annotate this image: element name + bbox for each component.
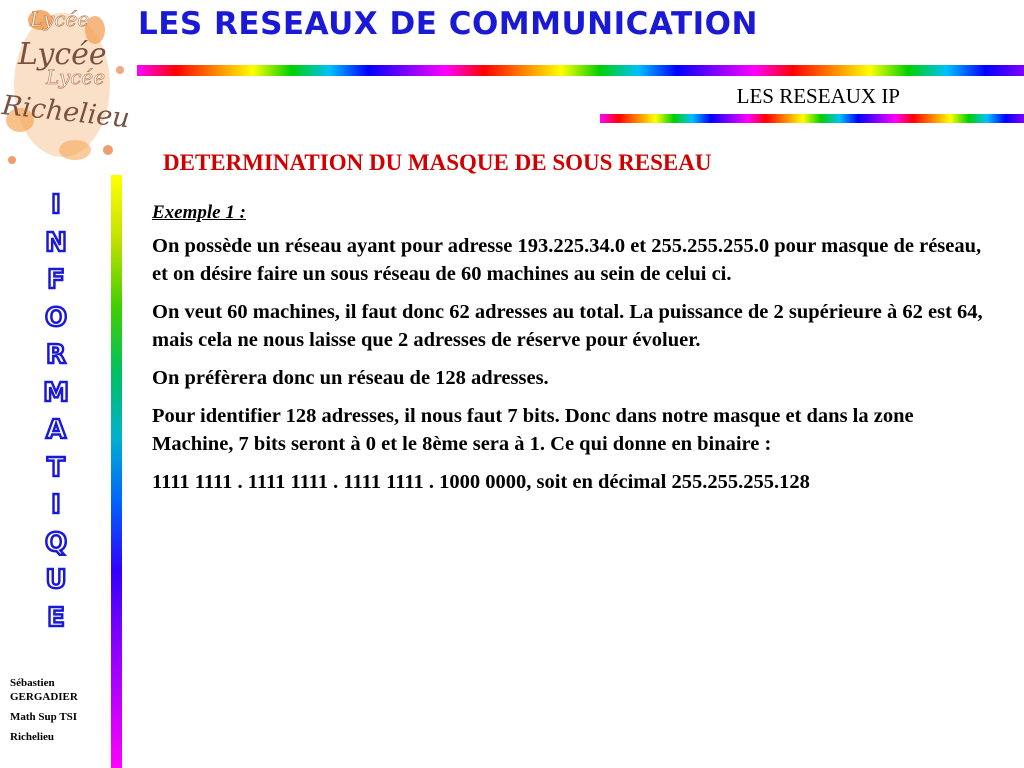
- section-title: DETERMINATION DU MASQUE DE SOUS RESEAU: [163, 150, 712, 175]
- paragraph: On possède un réseau ayant pour adresse 193.225.34.0 et 255.255.255.0 pour masque de réseau, et on désire faire un sous réseau de 60 machines au sein de celui ci.: [152, 235, 982, 285]
- vertical-letter: E: [47, 602, 65, 633]
- paragraph: 1111 1111 . 1111 1111 . 1111 1111 . 1000 0000, soit en décimal 255.255.255.128: [152, 471, 810, 493]
- page-title: LES RESEAUX DE COMMUNICATION: [138, 6, 758, 42]
- vertical-letter: F: [47, 265, 65, 295]
- lycee-richelieu-logo: [0, 0, 140, 175]
- slide-content: [152, 199, 992, 506]
- logo-word-1: Lycée: [30, 7, 90, 31]
- page-subtitle: LES RESEAUX IP: [736, 84, 900, 108]
- author-school: Richelieu: [10, 731, 54, 743]
- vertical-title-informatique: [26, 187, 86, 637]
- vertical-letter: M: [43, 377, 69, 408]
- vertical-letter: A: [45, 415, 67, 445]
- vertical-letter: R: [45, 340, 67, 370]
- sidebar-rainbow-bar: [111, 175, 122, 768]
- logo-word-3: Lycée: [46, 65, 106, 89]
- vertical-letter: T: [47, 452, 65, 483]
- subtitle-rainbow-bar: [600, 114, 1024, 123]
- author-class: Math Sup TSI: [10, 711, 78, 723]
- author-block: [10, 676, 78, 750]
- logo-word-4: Richelieu: [0, 90, 132, 135]
- logo-word-2: Lycée: [18, 37, 107, 72]
- logo-graphic: [0, 0, 140, 175]
- header-rainbow-bar: [137, 65, 1024, 76]
- vertical-letter: Q: [44, 527, 68, 558]
- author-first-name: Sébastien: [10, 677, 55, 689]
- paragraph: On veut 60 machines, il faut donc 62 adresses au total. La puissance de 2 supérieure à 62 est 64, mais cela ne nous laisse que 2 adresses de réserve pour évoluer.: [152, 301, 983, 351]
- author-name: [10, 676, 78, 704]
- vertical-letter: N: [45, 227, 67, 258]
- author-last-name: GERGADIER: [10, 691, 78, 703]
- vertical-letter: U: [45, 565, 67, 595]
- paragraph: Pour identifier 128 adresses, il nous faut 7 bits. Donc dans notre masque et dans la zone Machine, 7 bits seront à 0 et le 8ème sera à 1. Ce qui donne en binaire :: [152, 405, 914, 455]
- vertical-letter: O: [44, 302, 68, 333]
- vertical-letter: I: [51, 490, 61, 520]
- vertical-letter: I: [51, 190, 61, 220]
- example-label: Exemple 1 :: [152, 202, 246, 223]
- paragraph: On préfèrera donc un réseau de 128 adresses.: [152, 367, 549, 389]
